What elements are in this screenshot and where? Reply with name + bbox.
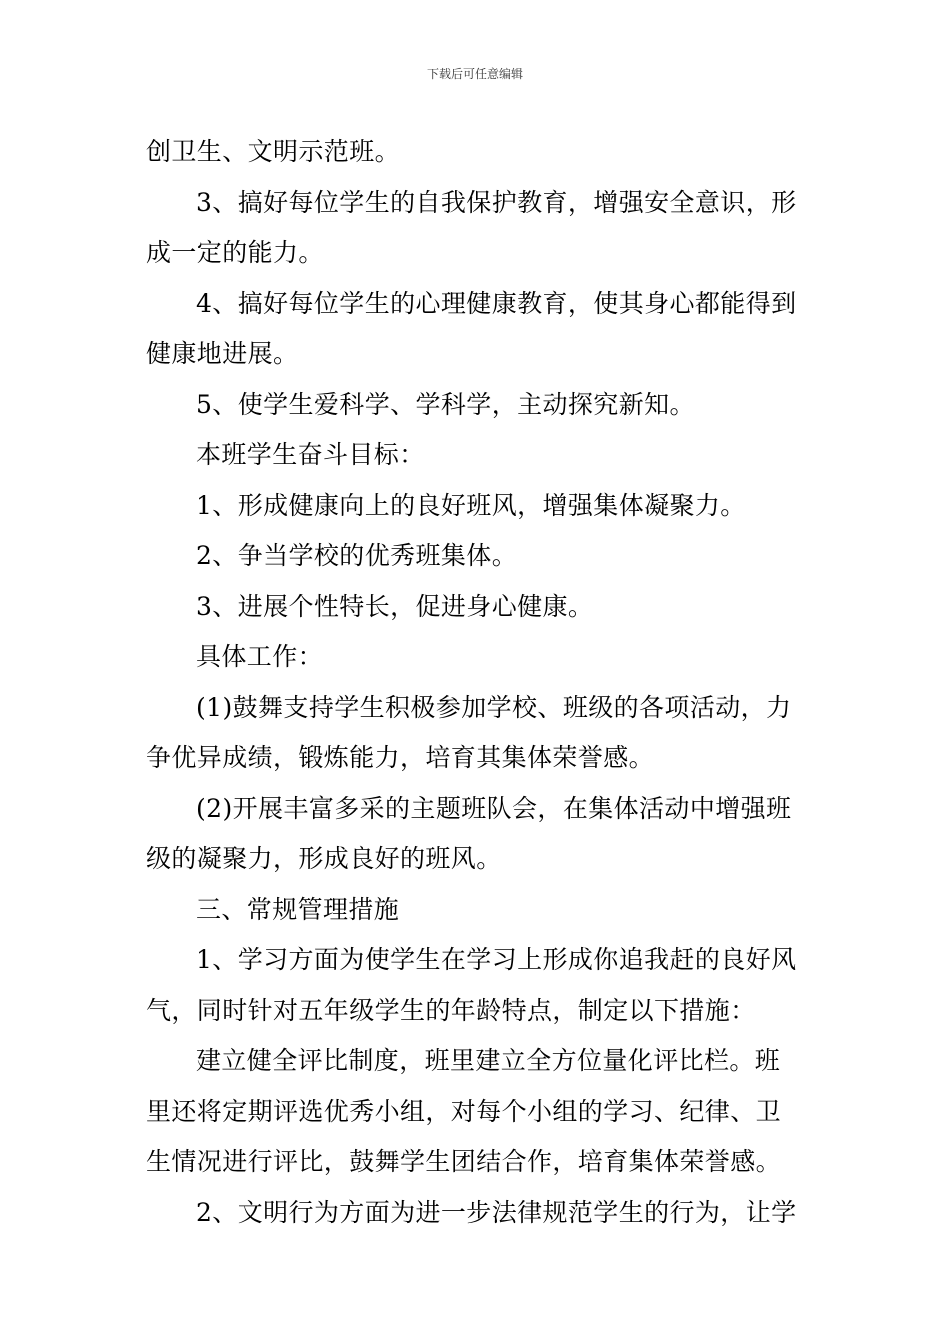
text-line: 争优异成绩，锻炼能力，培育其集体荣誉感。 xyxy=(146,743,655,772)
text-line: 本班学生奋斗目标： xyxy=(196,440,425,469)
text-line: (1)鼓舞支持学生积极参加学校、班级的各项活动，力 xyxy=(196,692,792,722)
text-line: 里还将定期评选优秀小组，对每个小组的学习、纪律、卫 xyxy=(146,1096,782,1126)
text-line: 三、常规管理措施 xyxy=(196,894,400,924)
text-line: 生情况进行评比，鼓舞学生团结合作，培育集体荣誉感。 xyxy=(146,1147,782,1176)
text-line: 健康地进展。 xyxy=(146,339,299,368)
page-header: 下载后可任意编辑 xyxy=(426,67,523,81)
text-line: 创卫生、文明示范班。 xyxy=(146,137,401,166)
text-line: 3、搞好每位学生的自我保护教育，增强安全意识，形 xyxy=(196,187,797,217)
document-body xyxy=(146,127,808,1238)
text-line: 3、进展个性特长，促进身心健康。 xyxy=(196,591,594,621)
text-line: 4、搞好每位学生的心理健康教育，使其身心都能得到 xyxy=(196,288,797,318)
text-line: 级的凝聚力，形成良好的班风。 xyxy=(146,844,502,873)
text-line: 5、使学生爱科学、学科学，主动探究新知。 xyxy=(196,389,695,419)
text-line: 气，同时针对五年级学生的年龄特点，制定以下措施： xyxy=(146,995,756,1025)
text-line: 成一定的能力。 xyxy=(146,238,324,267)
text-line: 1、形成健康向上的良好班风，增强集体凝聚力。 xyxy=(196,490,746,520)
text-line: 2、文明行为方面为进一步法律规范学生的行为，让学 xyxy=(196,1197,797,1227)
text-line: 建立健全评比制度，班里建立全方位量化评比栏。班 xyxy=(196,1046,781,1075)
text-line: 1、学习方面为使学生在学习上形成你追我赶的良好风 xyxy=(196,945,797,974)
text-line: 2、争当学校的优秀班集体。 xyxy=(196,541,518,570)
text-line: (2)开展丰富多采的主题班队会，在集体活动中增强班 xyxy=(196,793,792,823)
text-line: 具体工作： xyxy=(196,642,324,671)
